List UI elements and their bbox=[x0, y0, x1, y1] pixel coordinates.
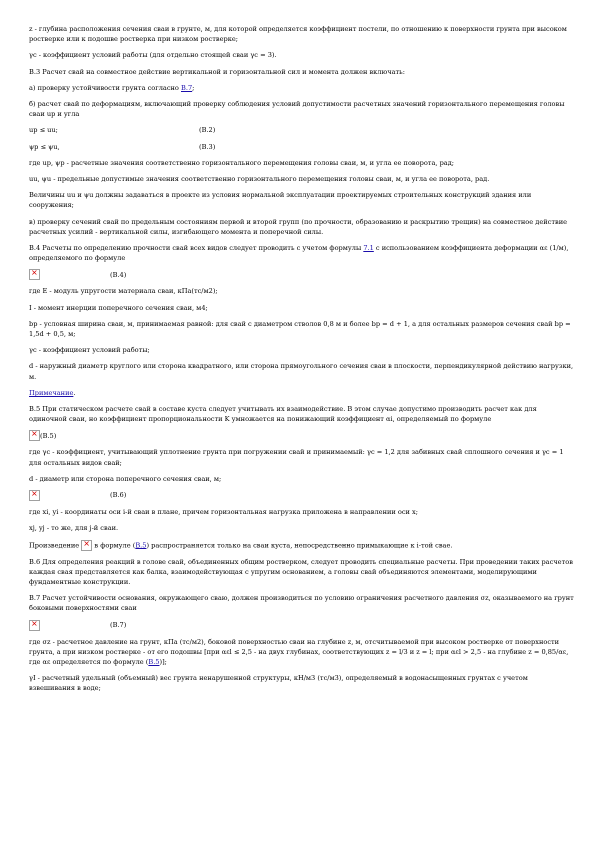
link-b5-2[interactable]: В.5 bbox=[148, 657, 160, 666]
text-segment: где σz - расчетное давление на грунт, кПа (тс/м2), боковой поверхностью сваи на глубине z, м, отсчитываемой при высоком ростверке от поверхности грунта, а при низком ростверке - от его подошвы [при αεl ≤ 2,5 - на двух глубинах, соответствующих z = l/3 и z = l; при αεl > 2,5 - на глубине z = 0,85/αε, где αε определяется по формуле ( bbox=[29, 637, 569, 666]
text-segment: а) проверку устойчивости грунта согласно bbox=[29, 83, 181, 92]
text-segment: ; bbox=[192, 83, 195, 92]
text-segment: . bbox=[73, 388, 76, 397]
link-b7[interactable]: В.7 bbox=[181, 83, 193, 92]
paragraph-b6: В.6 Для определения реакций в голове свай, объединенных общим ростверком, следует проводить специальные расчеты. При проведении таких расчетов каждая свая представляется как балка, взаимодействующая с упругим основанием, а головы свай объединяются элементами, моделирующими фундаментные конструкции. bbox=[29, 557, 573, 586]
paragraph-b3: В.3 Расчет свай на совместное действие вертикальной и горизонтальной сил и момента должен включать: bbox=[29, 67, 405, 76]
link-note[interactable]: Примечание bbox=[29, 388, 74, 397]
paragraph-b7: В.7 Расчет устойчивости основания, окружающего сваю, должен производиться по условию ограничения расчетного давления σz, оказываемого на грунт боковыми поверхностями сваи bbox=[29, 594, 574, 613]
paragraph-values: Величины uu и ψu должны задаваться в проекте из условия нормальной эксплуатации проектируемых строительных конструкций здания или сооружения; bbox=[29, 191, 532, 210]
document-page bbox=[29, 24, 574, 700]
equation-number: (В.2) bbox=[199, 126, 216, 135]
paragraph-e-modulus: где E - модуль упругости материала сваи, кПа(тс/м2); bbox=[29, 287, 218, 296]
text-segment: В.4 Расчеты по определению прочности свай всех видов следует проводить с учетом формулы bbox=[29, 244, 364, 253]
paragraph-b-deformation: б) расчет свай по деформациям, включающий проверку соблюдения условий допустимости расчетных значений горизонтального перемещения головы сваи up и угла bbox=[29, 100, 565, 119]
paragraph-gamma-c: γc - коэффициент условий работы (для отдельно стоящей сваи γc = 3). bbox=[29, 51, 277, 60]
text-segment: ) распространяется только на сваи куста, непосредственно примыкающие к i-той свае. bbox=[146, 541, 453, 549]
equation-b3 bbox=[29, 142, 574, 152]
paragraph-gamma-c-2: γc - коэффициент условий работы; bbox=[29, 346, 150, 355]
paragraph-xj-yj: xj, yj - то же, для j-й сваи. bbox=[29, 524, 119, 533]
broken-image-icon bbox=[29, 490, 40, 501]
equation-b2 bbox=[29, 125, 574, 135]
paragraph-up-psip: где up, ψp - расчетные значения соответственно горизонтального перемещения головы сваи, м, и угла ее поворота, рад; bbox=[29, 158, 454, 167]
text-segment: Произведение bbox=[29, 541, 82, 549]
text-segment: в формуле ( bbox=[92, 541, 136, 549]
paragraph-product bbox=[29, 540, 574, 551]
broken-image-icon bbox=[29, 430, 40, 441]
paragraph-uu-psiu: uu, ψu - предельные допустимые значения соответственно горизонтального перемещения головы сваи, м, и угла ее поворота, рад. bbox=[29, 175, 490, 184]
paragraph-d-side: d - диаметр или сторона поперечного сечения сваи, м; bbox=[29, 474, 222, 483]
paragraph-d-diameter: d - наружный диаметр круглого или сторона квадратного, или сторона прямоугольного сечения сваи в плоскости, перпендикулярной действию нагрузки, м. bbox=[29, 362, 574, 381]
broken-image-icon bbox=[29, 620, 40, 631]
formula-b6 bbox=[29, 490, 574, 501]
equation-body: up ≤ uu; bbox=[29, 126, 58, 135]
paragraph-b4 bbox=[29, 243, 574, 263]
equation-number: (В.5) bbox=[40, 431, 57, 440]
broken-image-icon bbox=[29, 269, 40, 280]
paragraph-gamma-i: γI - расчетный удельный (объемный) вес грунта ненарушенной структуры, кН/м3 (тс/м3), определяемый в водонасыщенных грунтах с учетом взвешивания в воде; bbox=[29, 674, 528, 693]
equation-number: (В.7) bbox=[110, 620, 127, 629]
paragraph-sigma-z bbox=[29, 637, 574, 668]
paragraph-bp: bp - условная ширина сваи, м, принимаемая равной: для свай с диаметром стволов 0,8 м и более bp = d + 1, а для остальных размеров сечения свай bp = 1,5d + 0,5, м; bbox=[29, 319, 571, 339]
link-b5[interactable]: В.5 bbox=[135, 541, 147, 549]
paragraph-a-stability bbox=[29, 83, 574, 93]
equation-number: (В.6) bbox=[110, 491, 127, 500]
formula-b7 bbox=[29, 620, 574, 631]
formula-b5 bbox=[29, 430, 574, 441]
text-segment: )]; bbox=[159, 657, 167, 666]
paragraph-gamma-c-compaction: где γc - коэффициент, учитывающий уплотнение грунта при погружении свай и принимаемый: γc = 1,2 для забивных свай сплошного сечения и γc = 1 для остальных видов свай; bbox=[29, 448, 564, 467]
note-paragraph bbox=[29, 388, 574, 398]
paragraph-c-sections: в) проверку сечений свай по предельным состояниям первой и второй групп (по прочности, образованию и раскрытию трещин) на совместное действие расчетных усилий - вертикальной силы, изгибающего момента и поперечной силы. bbox=[29, 217, 567, 236]
text-segment: с использованием коэффициента деформации αε (1/м), определяемого по формуле bbox=[29, 244, 569, 263]
link-7-1[interactable]: 7.1 bbox=[363, 244, 374, 253]
equation-number: (В.4) bbox=[110, 270, 127, 279]
paragraph-z-depth: z - глубина расположения сечения сваи в грунте, м, для которой определяется коэффициент постели, по отношению к поверхности грунта при высоком ростверке или к подошве ростверка при низком ростверке; bbox=[29, 25, 567, 44]
paragraph-b5: В.5 При статическом расчете свай в составе куста следует учитывать их взаимодействие. В этом случае допустимо производить расчет как для одиночной сваи, но коэффициент пропорциональности K умножается на понижающий коэффициент αi, определяемый по формуле bbox=[29, 405, 537, 424]
formula-b4 bbox=[29, 269, 574, 280]
equation-number: (В.3) bbox=[199, 142, 216, 151]
equation-body: ψp ≤ ψu, bbox=[29, 142, 60, 151]
broken-image-icon bbox=[81, 540, 92, 551]
paragraph-xi-yi: где xi, yi - координаты оси i-й сваи в плане, причем горизонтальная нагрузка приложена в направлении оси x; bbox=[29, 508, 418, 517]
paragraph-inertia: I - момент инерции поперечного сечения сваи, м4; bbox=[29, 303, 208, 312]
